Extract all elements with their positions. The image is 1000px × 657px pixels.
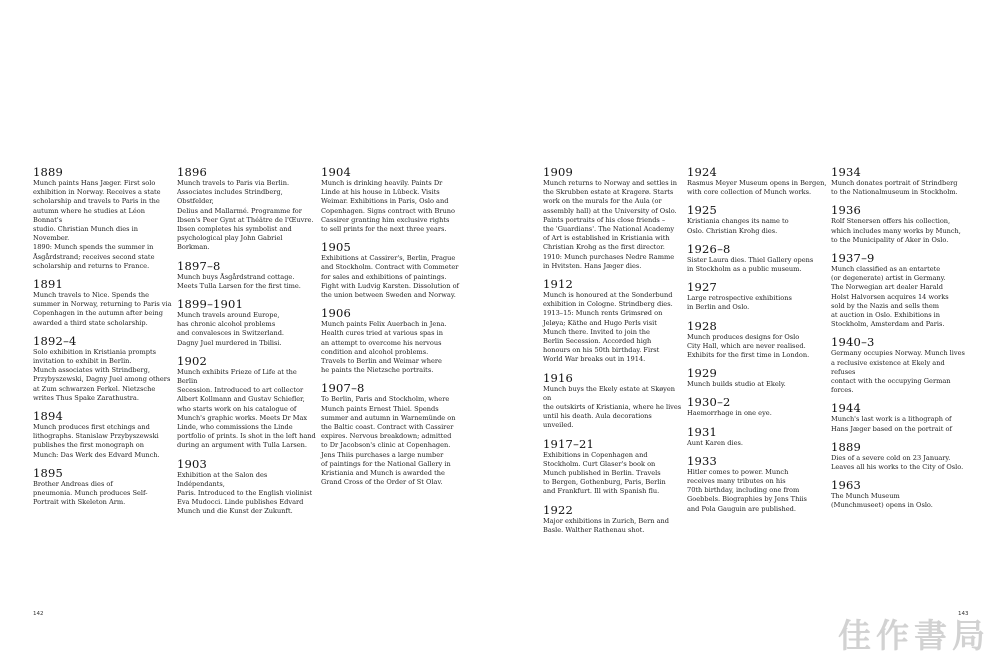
entry-year: 1924 [687, 165, 718, 179]
entry-year: 1891 [33, 277, 64, 292]
entry-year: 1905 [321, 240, 352, 255]
timeline-entry [831, 441, 971, 472]
timeline-entry [831, 204, 971, 245]
entry-text: Munch paints Hans Jæger. First solo exhibition in Norway. Receives a state scholarship and travels to Paris in the autumn where he studies at Léon Bonnat's studio. Christian Munch dies in November. 1890: Munch spends the summer in Åsgårdstrand; receives second state scholarship and returns to France. [33, 179, 161, 270]
left-column-1 [33, 166, 173, 514]
entry-text: Kristiania changes its name to Oslo. Christian Krohg dies. [687, 217, 789, 235]
timeline-entry [831, 336, 971, 395]
entry-text: Exhibition at the Salon des Indépendants, Paris. Introduced to the English violinist Eva Mudocci. Linde publishes Edvard Munch und die Kunst der Zukunft. [177, 470, 313, 516]
timeline-entry [687, 243, 827, 274]
entry-year: 1925 [687, 203, 718, 218]
entry-year: 1889 [831, 439, 862, 454]
timeline-entry [687, 367, 827, 389]
timeline-entry [321, 166, 461, 234]
entry-year: 1894 [33, 409, 64, 424]
entry-text: Munch travels to Paris via Berlin. Associates includes Strindberg, Obstfelder, Delius and Mallarmé. Programme for Ibsen's Peer Gynt at Théâtre de l'Œuvre. Ibsen completes his symbolist and psychological play John Gabriel Borkman. [177, 179, 314, 252]
left-page-number: 142 [33, 611, 44, 617]
entry-text: Hitler comes to power. Munch receives many tributes on his 70th birthday, including one from Goebbels. Biographies by Jens Thiis and Pola Gauguin are published. [687, 467, 807, 513]
timeline-entry [687, 455, 827, 514]
entry-text: Munch paints Felix Auerbach in Jena. Health cures tried at various spas in an attempt to overcome his nervous condition and alcohol problems. Travels to Berlin and Weimar where he paints the Nietzsche portraits. [321, 320, 447, 375]
timeline-entry [687, 204, 827, 235]
entry-year: 1929 [687, 366, 718, 381]
timeline-entry [177, 355, 317, 451]
entry-text: Germany occupies Norway. Munch lives a reclusive existence at Ekely and refuses contact with the occupying German forces. [831, 349, 965, 395]
entry-text: Major exhibitions in Zurich, Bern and Basle. Walther Rathenau shot. [543, 516, 670, 534]
timeline-entry [177, 260, 317, 291]
entry-year: 1944 [831, 401, 862, 416]
entry-year: 1889 [33, 165, 64, 179]
timeline-entry [543, 504, 683, 535]
entry-text: Munch is drinking heavily. Paints Dr Linde at his house in Lübeck. Visits Weimar. Exhibitions in Paris, Oslo and Copenhagen. Signs contract with Bruno Cassirer granting him exclusive rights to sell prints for the next three years. [321, 179, 455, 234]
timeline-entry [831, 479, 971, 510]
entry-year: 1902 [177, 353, 208, 368]
entry-year: 1930–2 [687, 395, 731, 410]
entry-text: Munch produces designs for Oslo City Hall, which are never realised. Exhibits for the first time in London. [687, 332, 810, 360]
timeline-entry [321, 241, 461, 300]
entry-year: 1928 [687, 318, 718, 333]
timeline-entry [687, 396, 827, 418]
entry-year: 1926–8 [687, 241, 731, 256]
timeline-entry [543, 372, 683, 431]
entry-year: 1896 [177, 165, 208, 179]
entry-year: 1940–3 [831, 335, 875, 350]
entry-text: Dies of a severe cold on 23 January. Leaves all his works to the City of Oslo. [831, 453, 964, 472]
publisher-watermark: 佳作書局 [838, 616, 990, 655]
timeline-entry [543, 166, 683, 271]
entry-year: 1933 [687, 453, 718, 468]
entry-year: 1917–21 [543, 436, 595, 451]
timeline-entry [177, 458, 317, 517]
timeline-entry [33, 467, 173, 508]
entry-year: 1937–9 [831, 251, 875, 266]
entry-text: Munch produces first etchings and lithographs. Stanislaw Przybyszewski publishes the first monograph on Munch: Das Werk des Edvard Munch. [33, 423, 160, 459]
timeline-entry [687, 166, 827, 197]
entry-text: Rasmus Meyer Museum opens in Bergen, with core collection of Munch works. [687, 179, 827, 197]
timeline-entry [687, 426, 827, 448]
entry-text: To Berlin, Paris and Stockholm, where Munch paints Ernest Thiel. Spends summer and autumn in Warnemünde on the Baltic coast. Contract with Cassirer expires. Nervous breakdown; admitted to Dr Jacobson's clinic at Copenhagen. Jens Thiis purchases a large number of paintings for the National Gallery in Kristiania and Munch is awarded the Grand Cross of the Order of St Olav. [321, 395, 456, 487]
entry-year: 1895 [33, 465, 64, 480]
right-column-3 [831, 166, 971, 518]
entry-text: Munch exhibits Frieze of Life at the Berlin Secession. Introduced to art collector Albert Kollmann and Gustav Schiefler, who starts work on his catalogue of Munch's graphic works. Meets Dr Max Linde, who commissions the Linde portfolio of prints. Is shot in the left hand during an argument with Tulla Larsen. [177, 367, 316, 450]
timeline-entry [33, 410, 173, 460]
entry-text: Solo exhibition in Kristiania prompts invitation to exhibit in Berlin. Munch associates with Strindberg, Przybyszewski, Dagny Juel among others at Zum schwarzen Ferkel. Nietzsche writes Thus Spake Zarathustra. [33, 347, 171, 402]
entry-text: Sister Laura dies. Thiel Gallery opens in Stockholm as a public museum. [687, 255, 814, 274]
timeline-entry [687, 281, 827, 312]
entry-text: Munch builds studio at Ekely. [687, 380, 786, 389]
entry-year: 1903 [177, 456, 208, 471]
entry-year: 1899–1901 [177, 297, 244, 312]
left-column-2 [177, 166, 317, 524]
right-column-1 [543, 166, 683, 542]
timeline-entry [543, 278, 683, 365]
timeline-entry [321, 307, 461, 375]
entry-year: 1906 [321, 306, 352, 321]
entry-year: 1904 [321, 165, 352, 179]
timeline-entry [687, 320, 827, 361]
entry-text: Munch buys the Ekely estate at Skøyen on the outskirts of Kristiania, where he lives until his death. Aula decorations unveiled. [543, 384, 682, 430]
entry-text: Munch buys Åsgårdstrand cottage. Meets Tulla Larsen for the first time. [177, 272, 301, 290]
entry-text: Haemorrhage in one eye. [687, 409, 772, 418]
entry-text: Brother Andreas dies of pneumonia. Munch produces Self- Portrait with Skeleton Arm. [33, 479, 148, 507]
timeline-entry [831, 166, 971, 197]
entry-text: The Munch Museum (Munchmuseet) opens in Oslo. [831, 492, 933, 510]
entry-text: Munch is honoured at the Sonderbund exhibition in Cologne. Strindberg dies. 1913–15: Munch rents Grimsrød on Jeløya; Käthe and Hugo Perls visit Munch there. Invited to join the Berlin Secession. Accorded high honours on his 50th birthday. First World War breaks out in 1914. [543, 291, 673, 364]
entry-year: 1892–4 [33, 333, 77, 348]
entry-text: Munch travels around Europe, has chronic alcohol problems and convalesces in Switzerland. Dagny Juel murdered in Tbilisi. [177, 311, 285, 347]
entry-text: Munch travels to Nice. Spends the summer in Norway, returning to Paris via Copenhagen in the autumn after being awarded a third state scholarship. [33, 291, 172, 327]
timeline-entry [177, 166, 317, 253]
timeline-entry [33, 166, 173, 271]
entry-text: Munch classified as an entartete (or degenerate) artist in Germany. The Norwegian art dealer Harald Holst Halvorsen acquires 14 works sold by the Nazis and sells them at auction in Oslo. Exhibitions in Stockholm, Amsterdam and Paris. [831, 265, 949, 329]
entry-year: 1897–8 [177, 258, 221, 273]
right-page-number: 143 [958, 611, 969, 617]
entry-year: 1936 [831, 203, 862, 218]
timeline-entry [33, 335, 173, 403]
entry-year: 1907–8 [321, 381, 365, 396]
entry-year: 1922 [543, 502, 574, 517]
entry-text: Exhibitions at Cassirer's, Berlin, Prague and Stockholm. Contract with Commeter for sales and exhibitions of paintings. Fight with Ludvig Karsten. Dissolution of the union between Sweden and Norway. [321, 254, 459, 300]
entry-text: Munch's last work is a lithograph of Hans Jæger based on the portrait of [831, 415, 952, 433]
left-column-3 [321, 166, 461, 494]
entry-text: Rolf Stenersen offers his collection, which includes many works by Munch, to the Municipality of Aker in Oslo. [831, 217, 961, 244]
entry-year: 1912 [543, 277, 574, 292]
timeline-entry [321, 382, 461, 487]
right-column-2 [687, 166, 827, 521]
timeline-entry [33, 278, 173, 328]
entry-text: Munch donates portrait of Strindberg to the Nationalmuseum in Stockholm. [831, 179, 958, 197]
entry-year: 1934 [831, 165, 862, 179]
entry-year: 1927 [687, 280, 718, 295]
entry-text: Large retrospective exhibitions in Berlin and Oslo. [687, 294, 792, 312]
entry-year: 1916 [543, 370, 574, 385]
entry-year: 1909 [543, 165, 574, 179]
timeline-entry [831, 252, 971, 329]
timeline-entry [831, 402, 971, 433]
entry-year: 1931 [687, 424, 718, 439]
timeline-entry [543, 438, 683, 497]
entry-year: 1963 [831, 478, 862, 493]
entry-text: Exhibitions in Copenhagen and Stockholm. Curt Glaser's book on Munch published in Berlin. Travels to Bergen, Gothenburg, Paris, Berlin and Frankfurt. Ill with Spanish flu. [543, 450, 666, 496]
entry-text: Munch returns to Norway and settles in the Skrubben estate at Kragerø. Starts work on the murals for the Aula (or assembly hall) at the University of Oslo. Paints portraits of his close friends – the 'Guardians'. The National Academy of Art is established in Kristiania with Christian Krohg as the first director. 1910: Munch purchases Nedre Ramme in Hvitsten. Hans Jæger dies. [543, 179, 678, 270]
timeline-entry [177, 298, 317, 348]
entry-text: Aunt Karen dies. [687, 438, 743, 447]
